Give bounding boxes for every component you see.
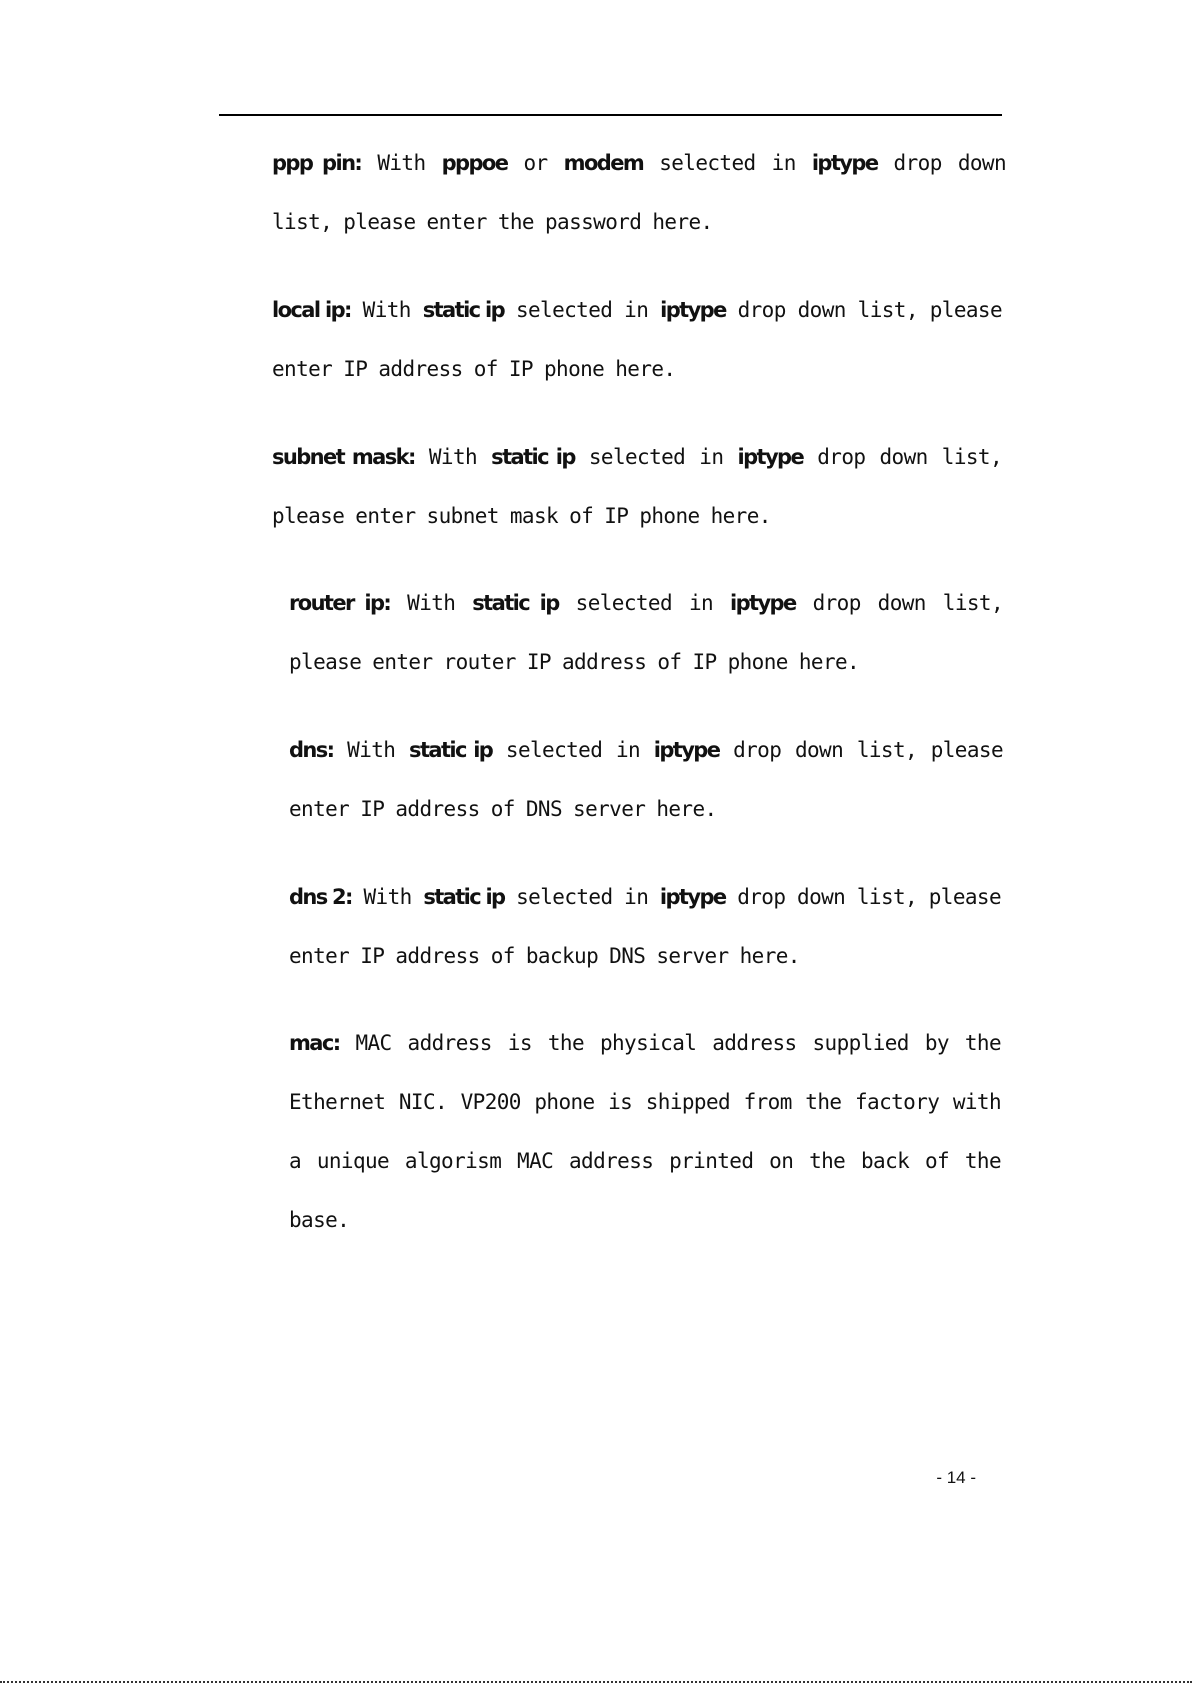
entry-subnet-mask (272, 428, 1002, 546)
entry-text: With (414, 445, 492, 469)
entry-dns-2 (289, 868, 1001, 986)
entry-term: dns: (289, 738, 334, 762)
entry-text: drop down list, please enter subnet mask of IP phone here. (272, 445, 1002, 528)
entry-keyword: static ip (423, 885, 505, 909)
entry-keyword: static ip (472, 591, 559, 615)
entry-text: selected in (574, 445, 738, 469)
entry-keyword: pppoe (441, 151, 508, 175)
entry-text: drop down list, please enter IP address of DNS server here. (289, 738, 1003, 821)
entry-term: ppp pin: (272, 151, 362, 175)
entry-ppp-pin (272, 134, 1006, 252)
entry-text: MAC address is the physical address supplied by the Ethernet NIC. VP200 phone is shipped from the factory with a unique algorism MAC address printed on the back of the base. (289, 1031, 1001, 1232)
entry-dns (289, 721, 1003, 839)
entry-text: With (390, 591, 473, 615)
entry-text: drop down list, please enter IP address of IP phone here. (272, 298, 1002, 381)
entry-text: drop down list, please enter the password here. (272, 151, 1006, 234)
entry-keyword: iptype (737, 445, 804, 469)
entry-text: drop down list, please enter router IP address of IP phone here. (289, 591, 1004, 674)
footer-rule (0, 1681, 1192, 1683)
entry-text: selected in (504, 885, 660, 909)
entry-text: drop down list, please enter IP address of backup DNS server here. (289, 885, 1002, 968)
entry-keyword: iptype (659, 885, 726, 909)
entry-term: router ip: (289, 591, 391, 615)
entry-term: local ip: (272, 298, 351, 322)
entry-term: mac: (289, 1031, 340, 1055)
page-number: - 14 - (936, 1468, 976, 1487)
entry-text: With (351, 885, 424, 909)
entry-keyword: iptype (729, 591, 796, 615)
entry-keyword: static ip (409, 738, 493, 762)
entry-text: With (361, 151, 442, 175)
entry-mac (289, 1014, 1001, 1250)
entry-router-ip (289, 574, 1003, 692)
entry-keyword: iptype (660, 298, 726, 322)
entry-term: dns 2: (289, 885, 352, 909)
entry-keyword: modem (563, 151, 644, 175)
entry-text: selected in (558, 591, 730, 615)
entry-keyword: iptype (811, 151, 878, 175)
entry-keyword: static ip (422, 298, 505, 322)
entry-text: selected in (492, 738, 654, 762)
entry-keyword: iptype (653, 738, 720, 762)
entry-local-ip (272, 281, 1002, 399)
entry-text: selected in (643, 151, 812, 175)
entry-text: selected in (504, 298, 661, 322)
entry-term: subnet mask: (272, 445, 415, 469)
entry-text: or (507, 151, 564, 175)
entry-text: With (350, 298, 423, 322)
header-rule (219, 114, 1002, 116)
entry-keyword: static ip (491, 445, 575, 469)
entry-text: With (333, 738, 410, 762)
